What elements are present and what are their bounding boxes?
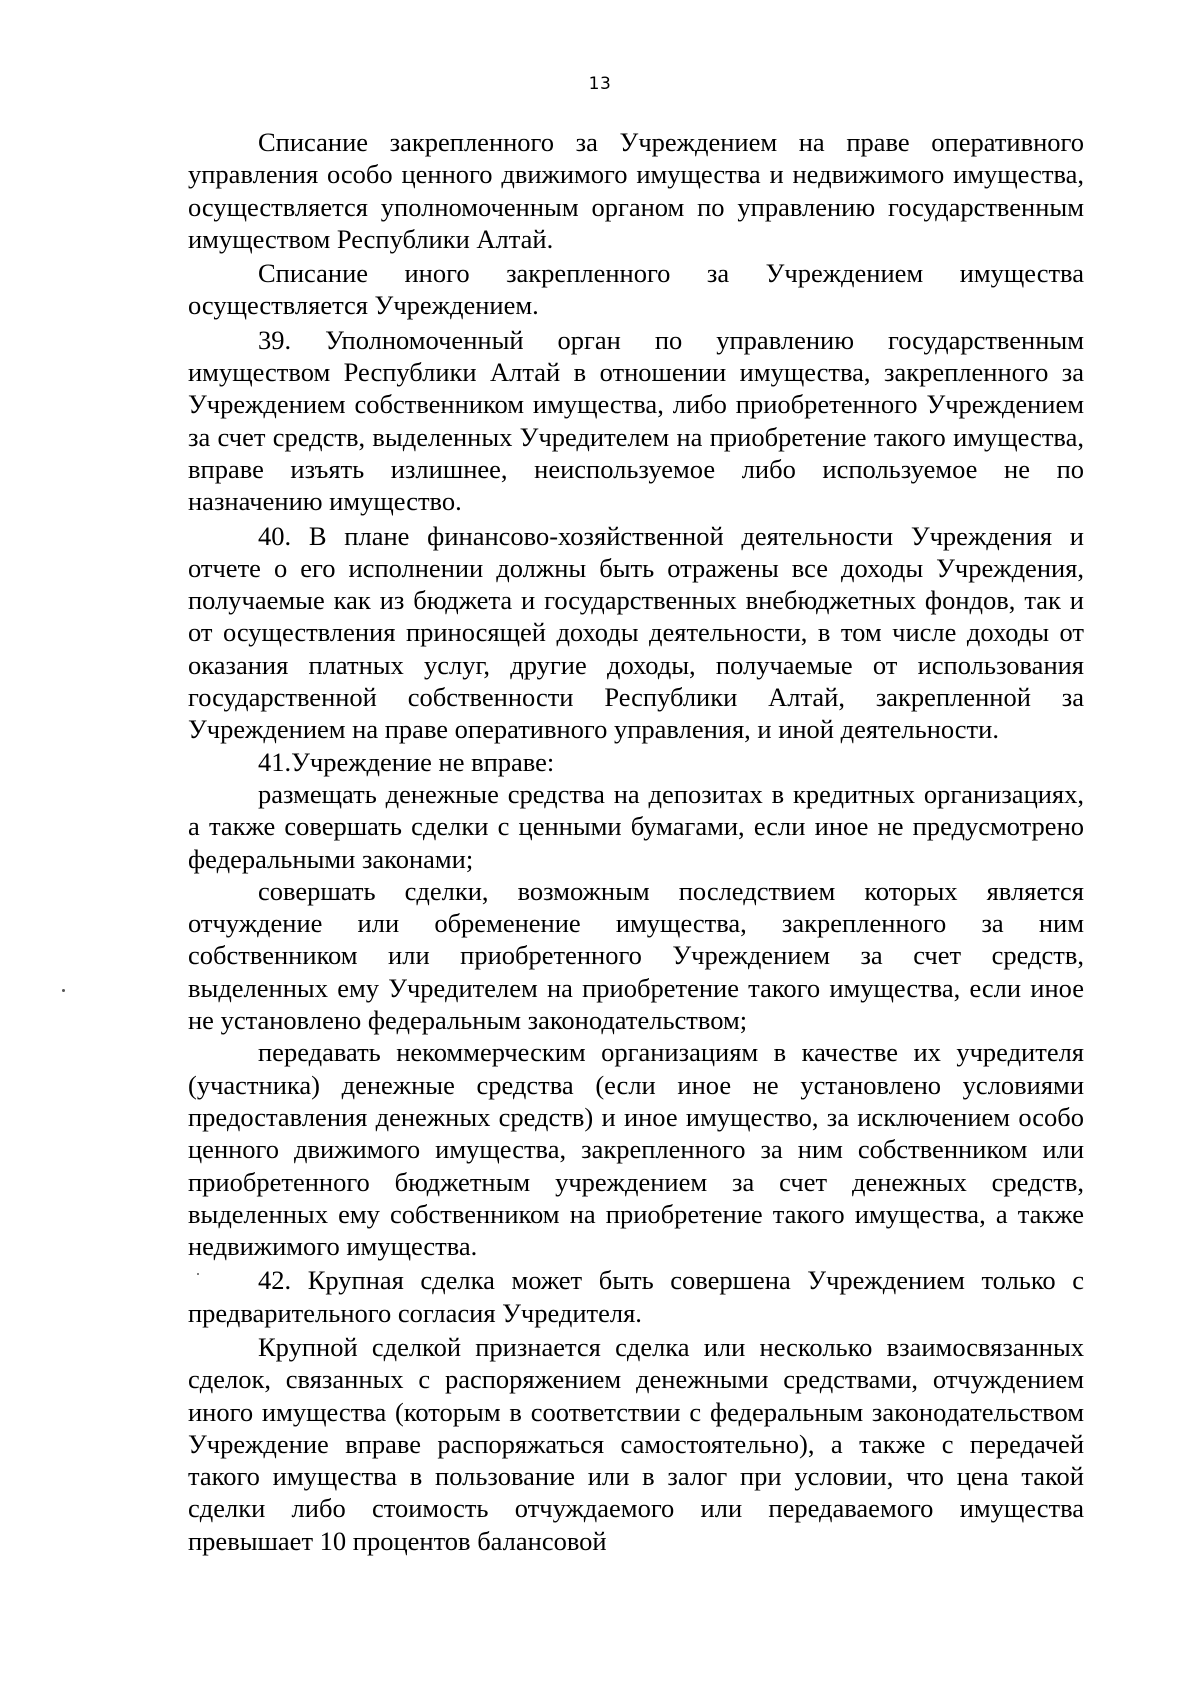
scan-speck [197,1273,199,1275]
scan-speck [62,989,65,992]
paragraph-write-off-other: Списание иного закрепленного за Учреждением имущества осуществляется Учреждением. [188,258,1084,321]
paragraph-item-42: 42. Крупная сделка может быть совершена Учреждением только с предварительного согласия Учредителя. [188,1265,1084,1328]
paragraph-item-41-transactions: совершать сделки, возможным последствием которых является отчуждение или обременение имущества, закрепленного за ним собственником или приобретенного Учреждением за счет средств, выделенных ему Учредителем на приобретение такого имущества, если иное не установлено федеральным законодательством; [188,875,1084,1036]
page-number: 13 [588,74,612,94]
paragraph-item-41-heading: 41.Учреждение не вправе: [258,746,555,777]
paragraph-item-39: 39. Уполномоченный орган по управлению государственным имуществом Республики Алтай в отношении имущества, закрепленного за Учреждением собственником имущества, либо приобретенного Учреждением за счет средств, выделенных Учредителем на приобретение такого имущества, вправе изъять излишнее, неиспользуемое либо используемое не по назначению имущество. [188,324,1084,517]
paragraph-write-off-valuable: Списание закрепленного за Учреждением на праве оперативного управления особо ценного движимого имущества и недвижимого имущества, осуществляется уполномоченным органом по управлению государственным имуществом Республики Алтай. [188,127,1084,254]
paragraph-item-40: 40. В плане финансово-хозяйственной деятельности Учреждения и отчете о его исполнении должны быть отражены все доходы Учреждения, получаемые как из бюджета и государственных внебюджетных фондов, так и от осуществления приносящей доходы деятельности, в том числе доходы от оказания платных услуг, другие доходы, получаемые от использования государственной собственности Республики Алтай, закрепленной за Учреждением на праве оперативного управления, и иной деятельности. [188,520,1084,745]
document-body [188,126,1084,1557]
paragraph-item-41-deposits: размещать денежные средства на депозитах в кредитных организациях, а также совершать сделки с ценными бумагами, если иное не предусмотрено федеральными законами; [188,778,1084,874]
paragraph-item-41-transfer: передавать некоммерческим организациям в качестве их учредителя (участника) денежные средства (если иное не установлено условиями предоставления денежных средств) и иное имущество, за исключением особо ценного движимого имущества, закрепленного за ним собственником или приобретенного бюджетным учреждением за счет денежных средств, выделенных ему собственником на приобретение такого имущества, а также недвижимого имущества. [188,1037,1084,1262]
paragraph-major-transaction: Крупной сделкой признается сделка или несколько взаимосвязанных сделок, связанных с распоряжением денежными средствами, отчуждением иного имущества (которым в соответствии с федеральным законодательством Учреждение вправе распоряжаться самостоятельно), а также с передачей такого имущества в пользование или в залог при условии, что цена такой сделки либо стоимость отчуждаемого или передаваемого имущества превышает 10 процентов балансовой [188,1331,1084,1556]
